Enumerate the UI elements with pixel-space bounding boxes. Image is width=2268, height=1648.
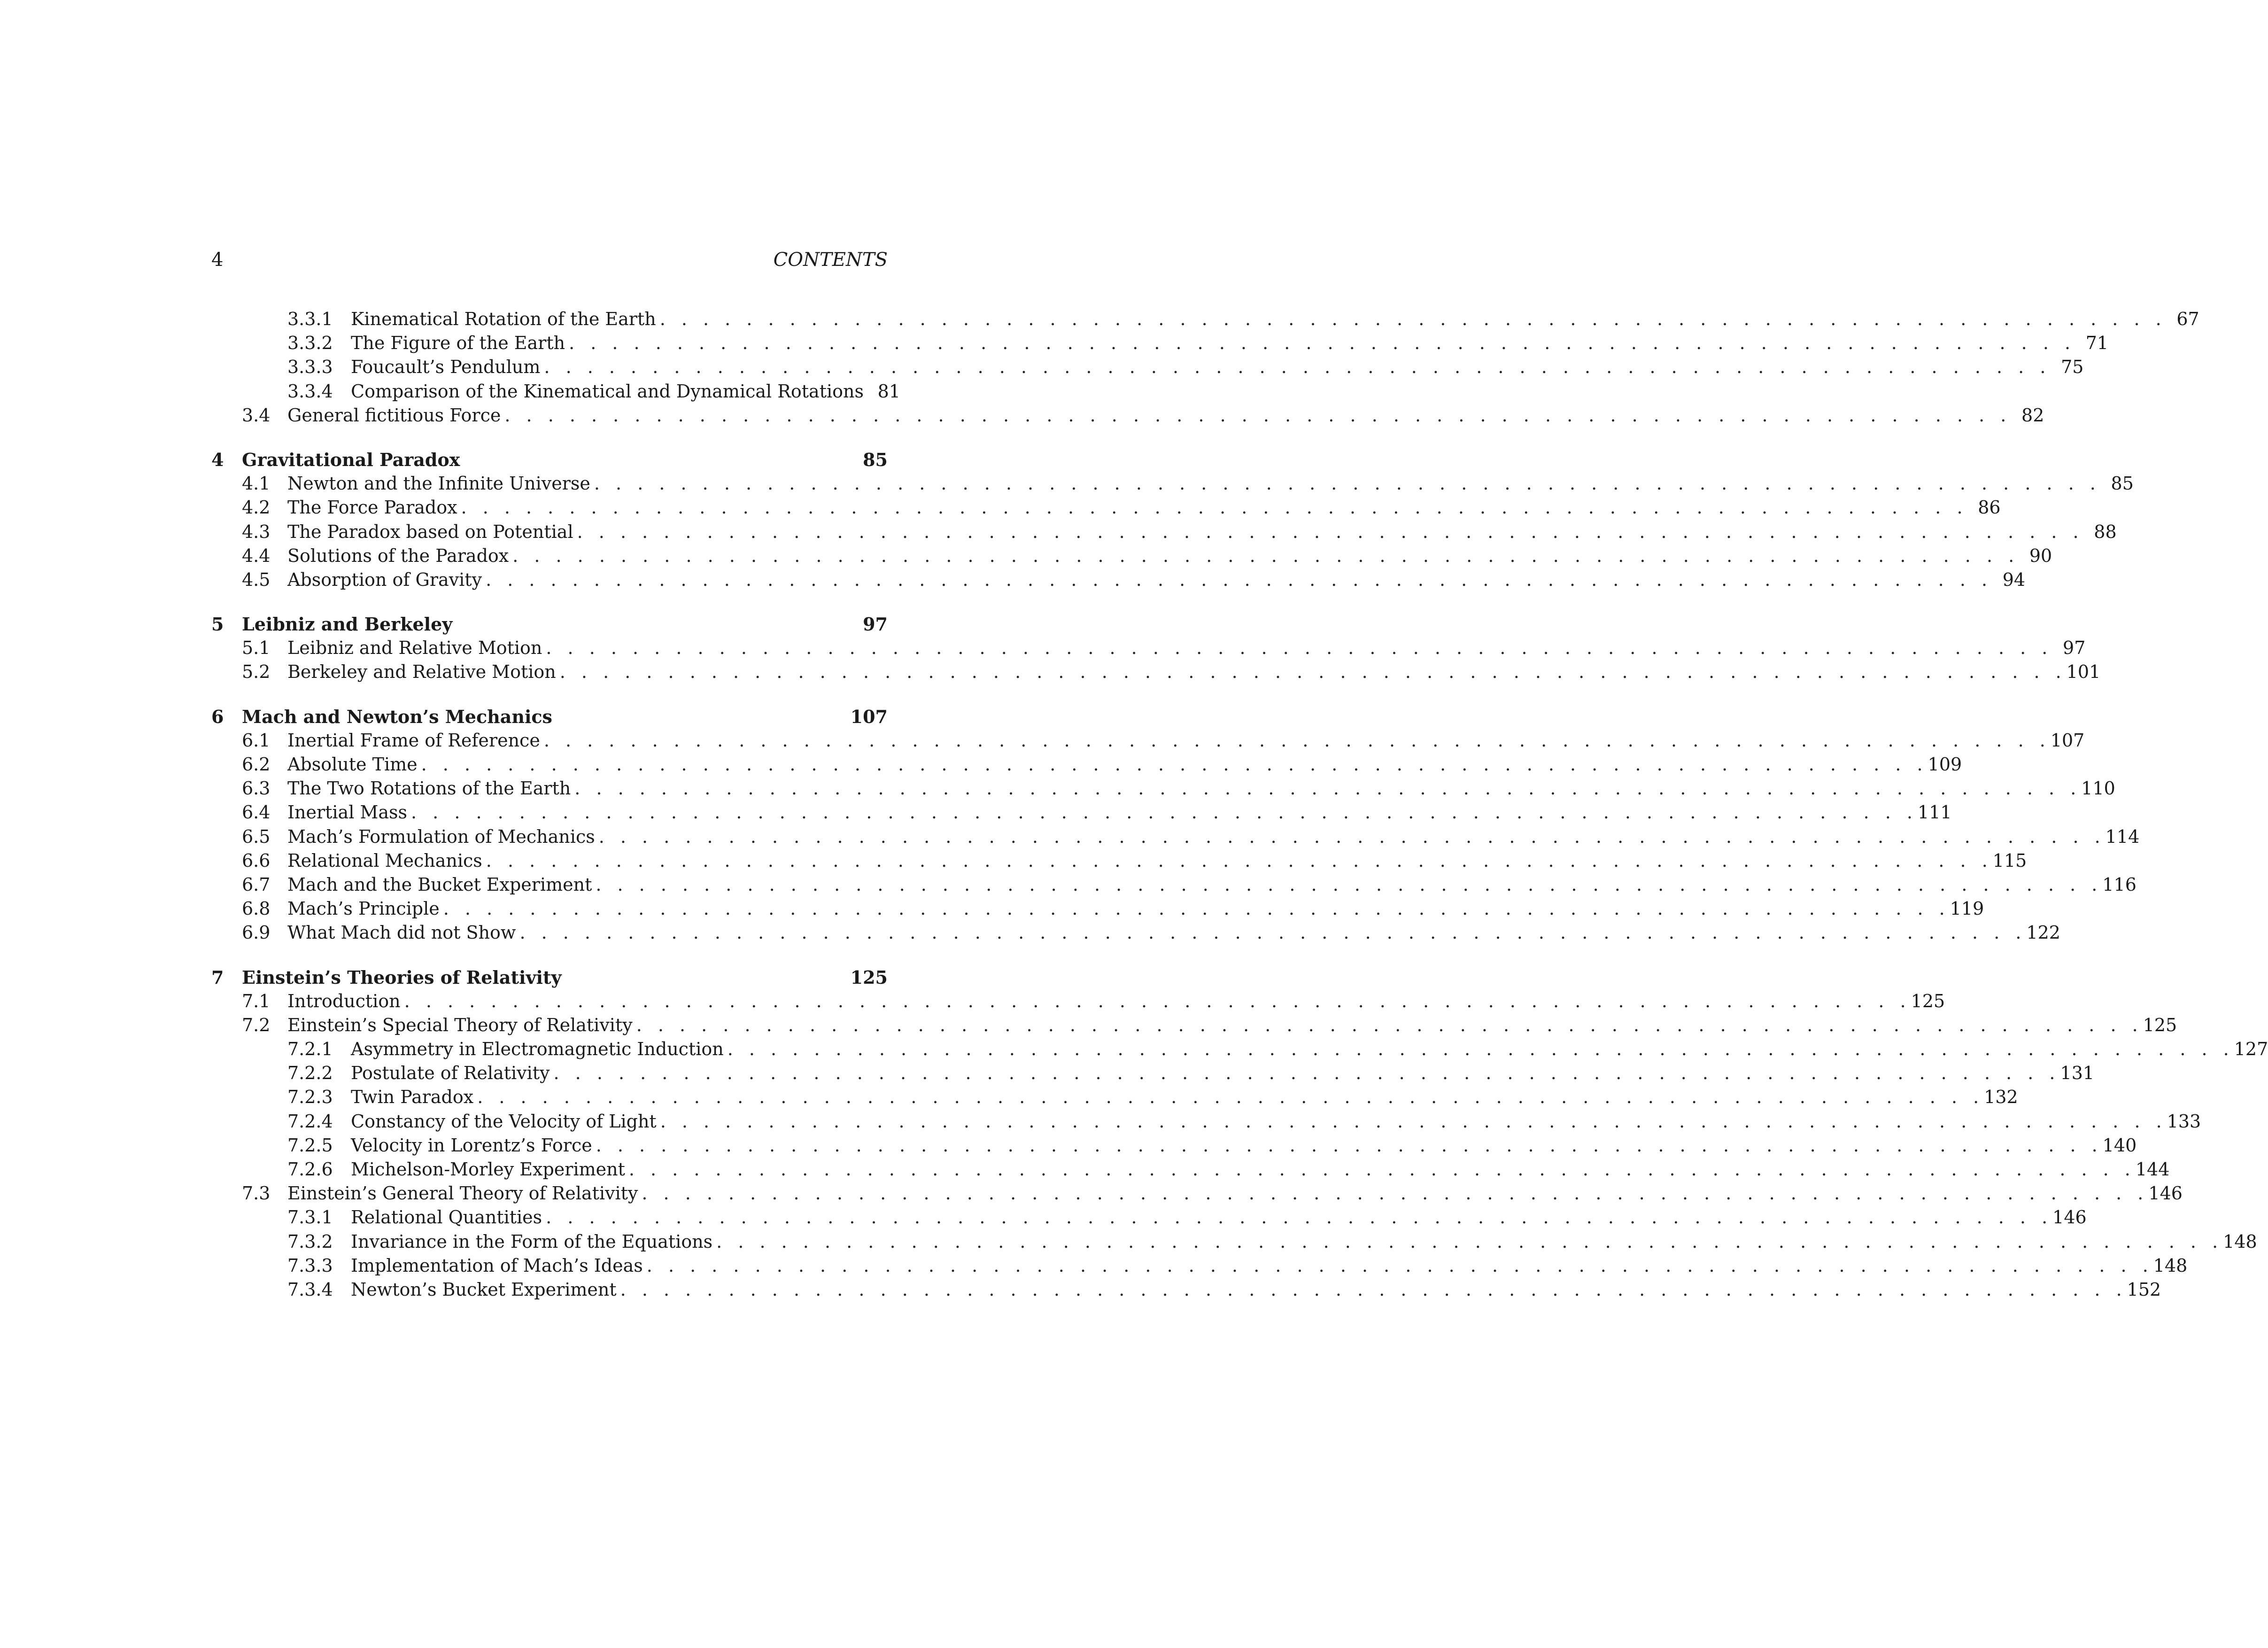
toc-entry-page: 88: [2094, 521, 2117, 542]
toc-subsection-row[interactable]: [211, 1230, 2257, 1254]
toc-entry-page: 94: [2002, 569, 2026, 590]
dot-leader: . . . . . . . . . . . . . . . . . . . . . . . . . . . . . . . . . . . . . . . . . . . . . . . . . . . . . . . . . . . . . . . . . . . . . .: [477, 1087, 1984, 1108]
toc-entry: [351, 1230, 2257, 1254]
toc-entry: [287, 636, 2086, 660]
toc-entry-page: 132: [1984, 1087, 2018, 1108]
toc-entry-page: 148: [2153, 1255, 2188, 1276]
dot-leader: . . . . . . . . . . . . . . . . . . . . . . . . . . . . . . . . . . . . . . . . . . . . . . . . . . . . . . . . . . . . . . . . . . . . . .: [628, 1159, 2136, 1180]
toc-entry: [351, 307, 2199, 331]
toc-entry-number: 7.2.6: [287, 1159, 333, 1180]
toc-entry: [351, 1205, 2087, 1229]
toc-entry-page: 115: [1992, 850, 2027, 871]
toc-entry-title: Postulate of Relativity: [351, 1063, 550, 1084]
dot-leader: . . . . . . . . . . . . . . . . . . . . . . . . . . . . . . . . . . . . . . . . . . . . . . . . . . . . . . . . . . . . . . . . . . . . . .: [660, 1111, 2167, 1132]
dot-leader: . . . . . . . . . . . . . . . . . . . . . . . . . . . . . . . . . . . . . . . . . . . . . . . . . . . . . . . . . . . . . . . . . . . . . .: [404, 990, 1911, 1011]
toc-entry: [242, 965, 888, 989]
dot-leader: . . . . . . . . . . . . . . . . . . . . . . . . . . . . . . . . . . . . . . . . . . . . . . . . . . . . . . . . . . . . . . . . . . . . . .: [486, 850, 1993, 871]
dot-leader: . . . . . . . . . . . . . . . . . . . . . . . . . . . . . . . . . . . . . . . . . . . . . . . . . . . . . . . . . . . . . . . . . . . . . .: [598, 826, 2105, 847]
toc-entry-number: 6: [211, 706, 224, 727]
toc-entry-number: 4.4: [242, 545, 271, 566]
toc-entry: [242, 612, 888, 636]
toc-entry-number: 7.1: [242, 990, 271, 1011]
toc-entry-number: 5.1: [242, 637, 271, 659]
toc-subsection-row[interactable]: [211, 331, 2109, 355]
toc-entry-title: Inertial Mass: [287, 802, 408, 823]
toc-entry: [351, 1061, 2095, 1085]
toc-entry-page: 114: [2105, 826, 2140, 847]
toc-entry: [287, 825, 2140, 849]
toc-entry-number: 6.6: [242, 850, 271, 871]
toc-section-row[interactable]: [211, 544, 2052, 568]
dot-leader: . . . . . . . . . . . . . . . . . . . . . . . . . . . . . . . . . . . . . . . . . . . . . . . . . . . . . . . . . . . . . . . . . . . . . .: [594, 473, 2101, 494]
toc-entry-number: 3.3.1: [287, 309, 333, 329]
toc-entry-number: 3.3.2: [287, 333, 333, 354]
toc-entry-number: 6.7: [242, 874, 271, 895]
toc-entry: [351, 1254, 2188, 1278]
toc-entry-number: 3.3.4: [287, 381, 333, 402]
toc-entry-page: 133: [2167, 1111, 2201, 1132]
toc-entry-page: 122: [2026, 922, 2060, 943]
dot-leader: . . . . . . . . . . . . . . . . . . . . . . . . . . . . . . . . . . . . . . . . . . . . . . . . . . . . . . . . . . . . . . . . . . . . . .: [546, 637, 2053, 659]
toc-entry-title: Leibniz and Berkeley: [242, 614, 453, 635]
toc-entry-page: 111: [1918, 802, 1952, 823]
toc-entry-title: The Figure of the Earth: [351, 333, 565, 354]
toc-entry: [351, 1278, 2161, 1302]
toc-entry-title: The Paradox based on Potential: [287, 521, 573, 542]
toc-entry-title: Mach’s Formulation of Mechanics: [287, 826, 595, 847]
toc-chapter-row[interactable]: [211, 612, 888, 636]
toc-entry-title: Leibniz and Relative Motion: [287, 637, 542, 659]
page-header: [211, 249, 888, 282]
toc-entry-title: Inertial Frame of Reference: [287, 730, 540, 751]
toc-entry-title: Introduction: [287, 990, 401, 1011]
dot-leader: [565, 965, 851, 989]
toc-entry-title: Gravitational Paradox: [242, 449, 460, 470]
toc-entry: [287, 496, 2001, 520]
toc-entry-page: 97: [863, 614, 888, 635]
toc-entry-title: Kinematical Rotation of the Earth: [351, 309, 656, 329]
toc-entry-page: 71: [2085, 333, 2109, 354]
toc-entry-title: Comparison of the Kinematical and Dynamical Rotations: [351, 381, 864, 402]
toc-entry-number: 6.3: [242, 778, 271, 799]
toc-section-row[interactable]: [211, 520, 2117, 544]
dot-leader: . . . . . . . . . . . . . . . . . . . . . . . . . . . . . . . . . . . . . . . . . . . . . . . . . . . . . . . . . . . . . . . . . . . . . .: [519, 922, 2027, 943]
toc-entry-title: Einstein’s Theories of Relativity: [242, 966, 562, 988]
toc-entry-page: 107: [850, 706, 888, 727]
dot-leader: . . . . . . . . . . . . . . . . . . . . . . . . . . . . . . . . . . . . . . . . . . . . . . . . . . . . . . . . . . . . . . . . . . . . . .: [504, 404, 2012, 426]
toc-entry-number: 7.3.3: [287, 1255, 333, 1276]
toc-entry: [351, 1037, 2268, 1061]
dot-leader: . . . . . . . . . . . . . . . . . . . . . . . . . . . . . . . . . . . . . . . . . . . . . . . . . . . . . . . . . . . . . . . . . . . . . .: [596, 874, 2103, 895]
toc-entry-page: 85: [2111, 473, 2134, 494]
toc-subsection-row[interactable]: [211, 355, 2084, 379]
toc-entry-page: 119: [1950, 898, 1984, 919]
toc-entry: [242, 705, 888, 729]
toc-entry-number: 4: [211, 449, 224, 470]
dot-leader: . . . . . . . . . . . . . . . . . . . . . . . . . . . . . . . . . . . . . . . . . . . . . . . . . . . . . . . . . . . . . . . . . . . . . .: [569, 333, 2076, 354]
toc-section-row[interactable]: [211, 921, 2060, 945]
toc-entry-title: Michelson-Morley Experiment: [351, 1159, 625, 1180]
toc-entry: [242, 448, 888, 472]
toc-entry-title: Newton’s Bucket Experiment: [351, 1279, 617, 1300]
toc-entry-title: Asymmetry in Electromagnetic Induction: [351, 1039, 724, 1060]
toc-section-row[interactable]: [211, 660, 2101, 684]
toc-entry-title: The Two Rotations of the Earth: [287, 778, 571, 799]
toc-entry: [287, 404, 2044, 428]
toc-section-row[interactable]: [211, 825, 2140, 849]
toc-section-row[interactable]: [211, 636, 2086, 660]
toc-entry: [287, 544, 2052, 568]
toc-entry-title: Absorption of Gravity: [287, 569, 482, 590]
toc-entry-title: Velocity in Lorentz’s Force: [351, 1135, 592, 1156]
toc-subsection-row[interactable]: [211, 380, 900, 404]
toc-section-row[interactable]: [211, 753, 1962, 777]
toc-section-row[interactable]: [211, 568, 2026, 592]
dot-leader: . . . . . . . . . . . . . . . . . . . . . . . . . . . . . . . . . . . . . . . . . . . . . . . . . . . . . . . . . . . . . . . . . . . . . .: [642, 1183, 2149, 1204]
dot-leader: [464, 448, 855, 472]
toc-entry: [351, 1134, 2137, 1158]
toc-entry-title: Mach and the Bucket Experiment: [287, 874, 592, 895]
toc-entry-number: 4.5: [242, 569, 271, 590]
toc-entry-title: What Mach did not Show: [287, 922, 516, 943]
dot-leader: . . . . . . . . . . . . . . . . . . . . . . . . . . . . . . . . . . . . . . . . . . . . . . . . . . . . . . . . . . . . . . . . . . . . . .: [574, 778, 2082, 799]
toc-entry-title: Newton and the Infinite Universe: [287, 473, 590, 494]
toc-entry-title: Einstein’s Special Theory of Relativity: [287, 1014, 633, 1035]
dot-leader: . . . . . . . . . . . . . . . . . . . . . . . . . . . . . . . . . . . . . . . . . . . . . . . . . . . . . . . . . . . . . . . . . . . . . .: [544, 357, 2051, 378]
toc-section-row[interactable]: [211, 989, 1945, 1013]
toc-subsection-row[interactable]: [211, 1110, 2201, 1134]
dot-leader: . . . . . . . . . . . . . . . . . . . . . . . . . . . . . . . . . . . . . . . . . . . . . . . . . . . . . . . . . . . . . . . . . . . . . .: [411, 802, 1918, 823]
toc-entry-number: 5.2: [242, 661, 271, 683]
toc-entry-number: 7.3.1: [287, 1207, 333, 1228]
toc-entry-page: 146: [2148, 1183, 2183, 1204]
toc-section-row[interactable]: [211, 1182, 2183, 1205]
toc-entry-page: 125: [850, 966, 888, 988]
toc-entry-page: 90: [2029, 545, 2052, 566]
toc-section-row[interactable]: [211, 404, 2044, 428]
toc-subsection-row[interactable]: [211, 1037, 2268, 1061]
toc-entry-title: Implementation of Mach’s Ideas: [351, 1255, 643, 1276]
toc-entry: [287, 753, 1962, 777]
toc-entry: [351, 380, 900, 404]
toc-entry-title: Invariance in the Form of the Equations: [351, 1231, 713, 1252]
toc-entry: [287, 921, 2060, 945]
toc-entry-title: Solutions of the Paradox: [287, 545, 509, 566]
toc-entry-number: 3.4: [242, 404, 271, 426]
dot-leader: . . . . . . . . . . . . . . . . . . . . . . . . . . . . . . . . . . . . . . . . . . . . . . . . . . . . . . . . . . . . . . . . . . . . . .: [646, 1255, 2153, 1276]
toc-section-row[interactable]: [211, 897, 1984, 921]
toc-entry: [287, 1182, 2183, 1205]
toc-subsection-row[interactable]: [211, 1085, 2018, 1109]
dot-leader: . . . . . . . . . . . . . . . . . . . . . . . . . . . . . . . . . . . . . . . . . . . . . . . . . . . . . . . . . . . . . . . . . . . . . .: [559, 661, 2067, 683]
toc-entry-title: Relational Quantities: [351, 1207, 542, 1228]
toc-entry-number: 7: [211, 966, 224, 988]
toc-subsection-row[interactable]: [211, 1158, 2170, 1182]
dot-leader: . . . . . . . . . . . . . . . . . . . . . . . . . . . . . . . . . . . . . . . . . . . . . . . . . . . . . . . . . . . . . . . . . . . . . .: [716, 1231, 2223, 1252]
toc-entry-number: 7.2.1: [287, 1039, 333, 1060]
dot-leader: . . . . . . . . . . . . . . . . . . . . . . . . . . . . . . . . . . . . . . . . . . . . . . . . . . . . . . . . . . . . . . . . . . . . . .: [636, 1014, 2143, 1035]
toc-section-row[interactable]: [211, 729, 2085, 753]
toc-entry-page: 97: [2063, 637, 2086, 659]
toc-section-row[interactable]: [211, 801, 1952, 824]
table-of-contents: [211, 307, 2268, 1302]
toc-entry-page: 127: [2234, 1039, 2268, 1060]
toc-entry-number: 4.1: [242, 473, 271, 494]
toc-entry-number: 3.3.3: [287, 357, 333, 378]
toc-entry-page: 67: [2176, 309, 2199, 329]
toc-entry-number: 4.3: [242, 521, 271, 542]
dot-leader: . . . . . . . . . . . . . . . . . . . . . . . . . . . . . . . . . . . . . . . . . . . . . . . . . . . . . . . . . . . . . . . . . . . . . .: [659, 309, 2167, 329]
toc-entry-page: 152: [2127, 1279, 2161, 1300]
toc-entry-page: 146: [2052, 1207, 2087, 1228]
toc-entry: [287, 1013, 2177, 1037]
toc-entry: [287, 873, 2136, 897]
toc-section-row[interactable]: [211, 873, 2136, 897]
toc-entry-number: 5: [211, 614, 224, 635]
toc-entry-page: 144: [2135, 1159, 2170, 1180]
toc-entry-title: Foucault’s Pendulum: [351, 357, 541, 378]
toc-entry-number: 6.8: [242, 898, 271, 919]
toc-entry: [287, 777, 2115, 801]
toc-entry: [351, 1085, 2018, 1109]
toc-chapter-row[interactable]: [211, 965, 888, 989]
toc-entry-page: 82: [2021, 404, 2044, 426]
toc-subsection-row[interactable]: [211, 1278, 2161, 1302]
toc-entry-number: 6.2: [242, 754, 271, 775]
toc-subsection-row[interactable]: [211, 1205, 2087, 1229]
dot-leader: . . . . . . . . . . . . . . . . . . . . . . . . . . . . . . . . . . . . . . . . . . . . . . . . . . . . . . . . . . . . . . . . . . . . . .: [553, 1063, 2060, 1084]
toc-subsection-row[interactable]: [211, 307, 2199, 331]
dot-leader: . . . . . . . . . . . . . . . . . . . . . . . . . . . . . . . . . . . . . . . . . . . . . . . . . . . . . . . . . . . . . . . . . . . . . .: [546, 1207, 2053, 1228]
toc-entry-number: 7.3: [242, 1183, 271, 1204]
toc-entry: [351, 1158, 2170, 1182]
toc-entry-title: Mach and Newton’s Mechanics: [242, 706, 552, 727]
toc-chapter-row[interactable]: [211, 448, 888, 472]
toc-entry-title: Relational Mechanics: [287, 850, 482, 871]
toc-entry: [287, 729, 2085, 753]
toc-entry-title: The Force Paradox: [287, 497, 457, 518]
toc-entry-page: 101: [2066, 661, 2101, 683]
toc-entry-number: 7.2.3: [287, 1087, 333, 1108]
toc-section-row[interactable]: [211, 777, 2115, 801]
toc-entry-number: 6.4: [242, 802, 271, 823]
toc-entry-page: 75: [2061, 357, 2084, 378]
dot-leader: . . . . . . . . . . . . . . . . . . . . . . . . . . . . . . . . . . . . . . . . . . . . . . . . . . . . . . . . . . . . . . . . . . . . . .: [543, 730, 2051, 751]
toc-entry-page: 148: [2223, 1231, 2257, 1252]
dot-leader: . . . . . . . . . . . . . . . . . . . . . . . . . . . . . . . . . . . . . . . . . . . . . . . . . . . . . . . . . . . . . . . . . . . . . .: [620, 1279, 2127, 1300]
toc-section-row[interactable]: [211, 472, 2134, 496]
toc-entry-page: 81: [877, 381, 900, 402]
toc-entry: [287, 520, 2117, 544]
toc-entry-page: 125: [2143, 1014, 2177, 1035]
toc-entry-page: 86: [1978, 497, 2001, 518]
toc-entry-number: 7.3.4: [287, 1279, 333, 1300]
dot-leader: . . . . . . . . . . . . . . . . . . . . . . . . . . . . . . . . . . . . . . . . . . . . . . . . . . . . . . . . . . . . . . . . . . . . . .: [486, 569, 1993, 590]
page-number: 4: [211, 249, 224, 271]
toc-subsection-row[interactable]: [211, 1061, 2095, 1085]
toc-entry-number: 7.2.4: [287, 1111, 333, 1132]
dot-leader: . . . . . . . . . . . . . . . . . . . . . . . . . . . . . . . . . . . . . . . . . . . . . . . . . . . . . . . . . . . . . . . . . . . . . .: [512, 545, 2020, 566]
toc-entry: [287, 568, 2026, 592]
toc-chapter-row[interactable]: [211, 705, 888, 729]
toc-section-row[interactable]: [211, 1013, 2177, 1037]
toc-entry-page: 107: [2050, 730, 2085, 751]
toc-entry-page: 110: [2081, 778, 2115, 799]
toc-entry-number: 4.2: [242, 497, 271, 518]
toc-entry-page: 131: [2060, 1063, 2095, 1084]
toc-entry-number: 7.2.5: [287, 1135, 333, 1156]
toc-entry-title: General fictitious Force: [287, 404, 501, 426]
toc-entry: [287, 897, 1984, 921]
toc-entry: [287, 989, 1945, 1013]
toc-entry-page: 85: [863, 449, 888, 470]
toc-subsection-row[interactable]: [211, 1254, 2188, 1278]
dot-leader: . . . . . . . . . . . . . . . . . . . . . . . . . . . . . . . . . . . . . . . . . . . . . . . . . . . . . . . . . . . . . . . . . . . . . .: [461, 497, 1968, 518]
dot-leader: [556, 705, 851, 729]
dot-leader: [456, 612, 855, 636]
toc-entry-number: 7.2.2: [287, 1063, 333, 1084]
toc-entry-number: 6.9: [242, 922, 271, 943]
toc-entry: [287, 849, 2027, 873]
dot-leader: . . . . . . . . . . . . . . . . . . . . . . . . . . . . . . . . . . . . . . . . . . . . . . . . . . . . . . . . . . . . . . . . . . . . . .: [421, 754, 1928, 775]
toc-entry-title: Berkeley and Relative Motion: [287, 661, 556, 683]
dot-leader: . . . . . . . . . . . . . . . . . . . . . . . . . . . . . . . . . . . . . . . . . . . . . . . . . . . . . . . . . . . . . . . . . . . . . .: [727, 1039, 2234, 1060]
dot-leader: . . . . . . . . . . . . . . . . . . . . . . . . . . . . . . . . . . . . . . . . . . . . . . . . . . . . . . . . . . . . . . . . . . . . . .: [596, 1135, 2103, 1156]
toc-entry-number: 6.1: [242, 730, 271, 751]
toc-entry-title: Absolute Time: [287, 754, 418, 775]
toc-entry-title: Twin Paradox: [351, 1087, 474, 1108]
toc-entry-title: Constancy of the Velocity of Light: [351, 1111, 657, 1132]
toc-entry-page: 109: [1927, 754, 1962, 775]
toc-entry: [351, 355, 2084, 379]
toc-entry-number: 6.5: [242, 826, 271, 847]
toc-entry-page: 140: [2102, 1135, 2137, 1156]
running-head: CONTENTS: [773, 249, 888, 271]
toc-entry: [287, 660, 2101, 684]
toc-entry: [351, 1110, 2201, 1134]
toc-entry: [351, 331, 2109, 355]
toc-entry-number: 7.3.2: [287, 1231, 333, 1252]
toc-section-row[interactable]: [211, 849, 2027, 873]
dot-leader: . . . . . . . . . . . . . . . . . . . . . . . . . . . . . . . . . . . . . . . . . . . . . . . . . . . . . . . . . . . . . . . . . . . . . .: [443, 898, 1950, 919]
toc-subsection-row[interactable]: [211, 1134, 2137, 1158]
toc-entry: [287, 472, 2134, 496]
toc-entry-number: 7.2: [242, 1014, 271, 1035]
dot-leader: . . . . . . . . . . . . . . . . . . . . . . . . . . . . . . . . . . . . . . . . . . . . . . . . . . . . . . . . . . . . . . . . . . . . . .: [577, 521, 2084, 542]
toc-entry-title: Einstein’s General Theory of Relativity: [287, 1183, 638, 1204]
toc-entry: [287, 801, 1952, 824]
toc-section-row[interactable]: [211, 496, 2001, 520]
toc-entry-title: Mach’s Principle: [287, 898, 440, 919]
toc-entry-page: 125: [1911, 990, 1945, 1011]
toc-entry-page: 116: [2102, 874, 2136, 895]
